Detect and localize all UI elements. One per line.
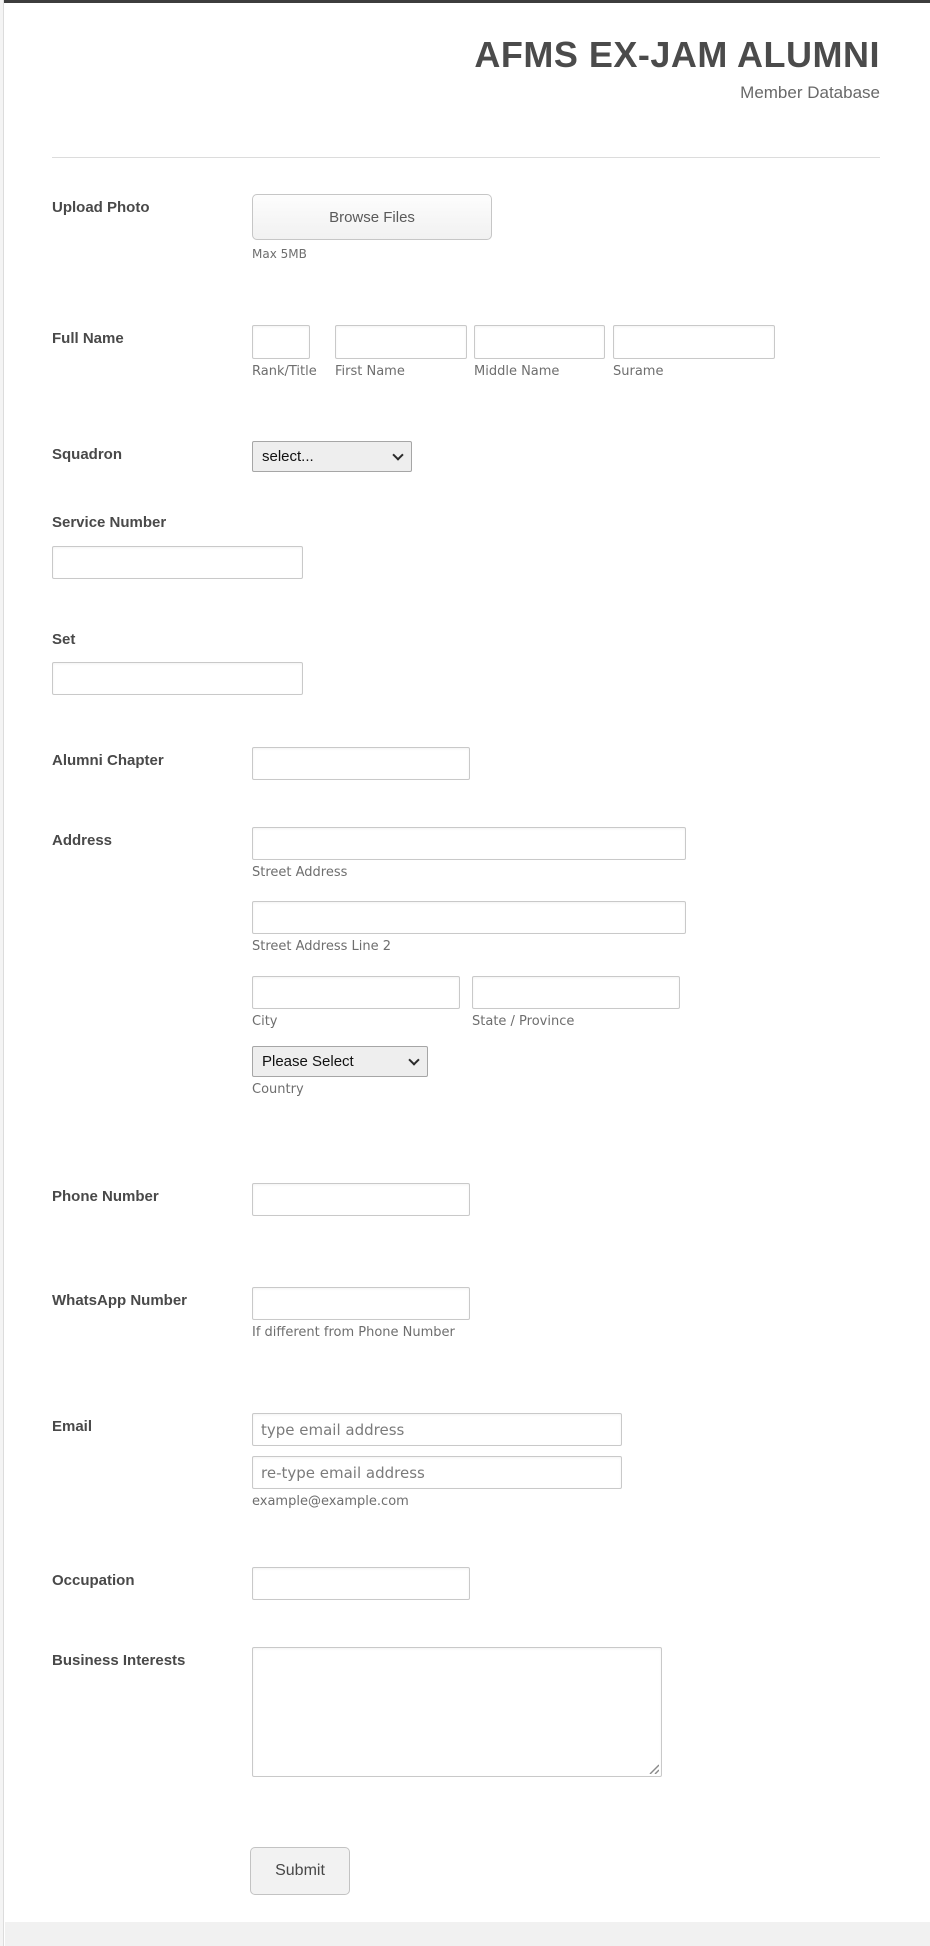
- occupation-input[interactable]: [252, 1567, 470, 1600]
- phone-number-label: Phone Number: [52, 1188, 159, 1205]
- page-bottom-strip: [5, 1922, 930, 1946]
- whatsapp-number-label: WhatsApp Number: [52, 1292, 187, 1309]
- field-email: [52, 1413, 880, 1509]
- surname-sublabel: Surame: [613, 364, 664, 379]
- resize-handle-icon[interactable]: [648, 1763, 659, 1774]
- middle-name-input[interactable]: [474, 325, 605, 359]
- business-interests-label: Business Interests: [52, 1652, 186, 1669]
- field-business-interests: [52, 1647, 880, 1777]
- address-label: Address: [52, 832, 113, 849]
- form-header: [52, 0, 880, 158]
- chevron-down-icon: [392, 449, 403, 460]
- rank-title-input[interactable]: [252, 325, 310, 359]
- squadron-label: Squadron: [52, 446, 122, 463]
- chevron-down-icon: [408, 1054, 419, 1065]
- first-name-sublabel: First Name: [335, 364, 405, 379]
- first-name-input[interactable]: [335, 325, 467, 359]
- alumni-chapter-label: Alumni Chapter: [52, 752, 164, 769]
- field-upload-photo: [52, 194, 880, 261]
- city-input[interactable]: [252, 976, 460, 1009]
- whatsapp-hint: If different from Phone Number: [252, 1325, 455, 1340]
- rank-title-sublabel: Rank/Title: [252, 364, 317, 379]
- header-divider: [52, 157, 880, 158]
- page-subtitle: Member Database: [740, 83, 880, 102]
- state-province-sublabel: State / Province: [472, 1014, 575, 1029]
- email-example-hint: example@example.com: [252, 1494, 409, 1509]
- field-set: [52, 631, 880, 695]
- set-input[interactable]: [52, 662, 303, 695]
- country-sublabel: Country: [252, 1082, 304, 1097]
- form-container: [52, 0, 880, 1895]
- window-left-edge: [0, 0, 4, 1946]
- middle-name-sublabel: Middle Name: [474, 364, 560, 379]
- service-number-label: Service Number: [52, 514, 167, 531]
- field-full-name: [52, 325, 880, 379]
- state-province-input[interactable]: [472, 976, 680, 1009]
- field-address: [52, 827, 880, 1097]
- window-top-edge: [0, 0, 930, 3]
- business-interests-textarea[interactable]: [252, 1647, 662, 1777]
- upload-size-hint: Max 5MB: [252, 247, 307, 261]
- email-label: Email: [52, 1418, 93, 1435]
- page-title: AFMS EX-JAM ALUMNI: [474, 34, 880, 75]
- full-name-label: Full Name: [52, 330, 124, 347]
- browse-files-button[interactable]: Browse Files: [252, 194, 492, 240]
- city-sublabel: City: [252, 1014, 278, 1029]
- field-occupation: [52, 1567, 880, 1600]
- email-confirm-input[interactable]: [252, 1456, 622, 1489]
- submit-button[interactable]: Submit: [250, 1847, 350, 1895]
- street-address-line2-sublabel: Street Address Line 2: [252, 939, 392, 954]
- field-phone-number: [52, 1183, 880, 1216]
- field-service-number: [52, 514, 880, 579]
- whatsapp-number-input[interactable]: [252, 1287, 470, 1320]
- set-label: Set: [52, 631, 76, 648]
- upload-photo-label: Upload Photo: [52, 199, 150, 216]
- phone-number-input[interactable]: [252, 1183, 470, 1216]
- field-whatsapp-number: [52, 1287, 880, 1340]
- street-address-line2-input[interactable]: [252, 901, 686, 934]
- service-number-input[interactable]: [52, 546, 303, 579]
- email-input[interactable]: [252, 1413, 622, 1446]
- field-squadron: [52, 441, 880, 472]
- country-selected-value: Please Select: [262, 1053, 354, 1070]
- submit-row: [52, 1847, 880, 1895]
- field-alumni-chapter: [52, 747, 880, 780]
- squadron-selected-value: select...: [262, 448, 314, 465]
- country-select[interactable]: [252, 1046, 428, 1077]
- alumni-chapter-input[interactable]: [252, 747, 470, 780]
- surname-input[interactable]: [613, 325, 775, 359]
- street-address-sublabel: Street Address: [252, 865, 348, 880]
- squadron-select[interactable]: [252, 441, 412, 472]
- street-address-input[interactable]: [252, 827, 686, 860]
- occupation-label: Occupation: [52, 1572, 135, 1589]
